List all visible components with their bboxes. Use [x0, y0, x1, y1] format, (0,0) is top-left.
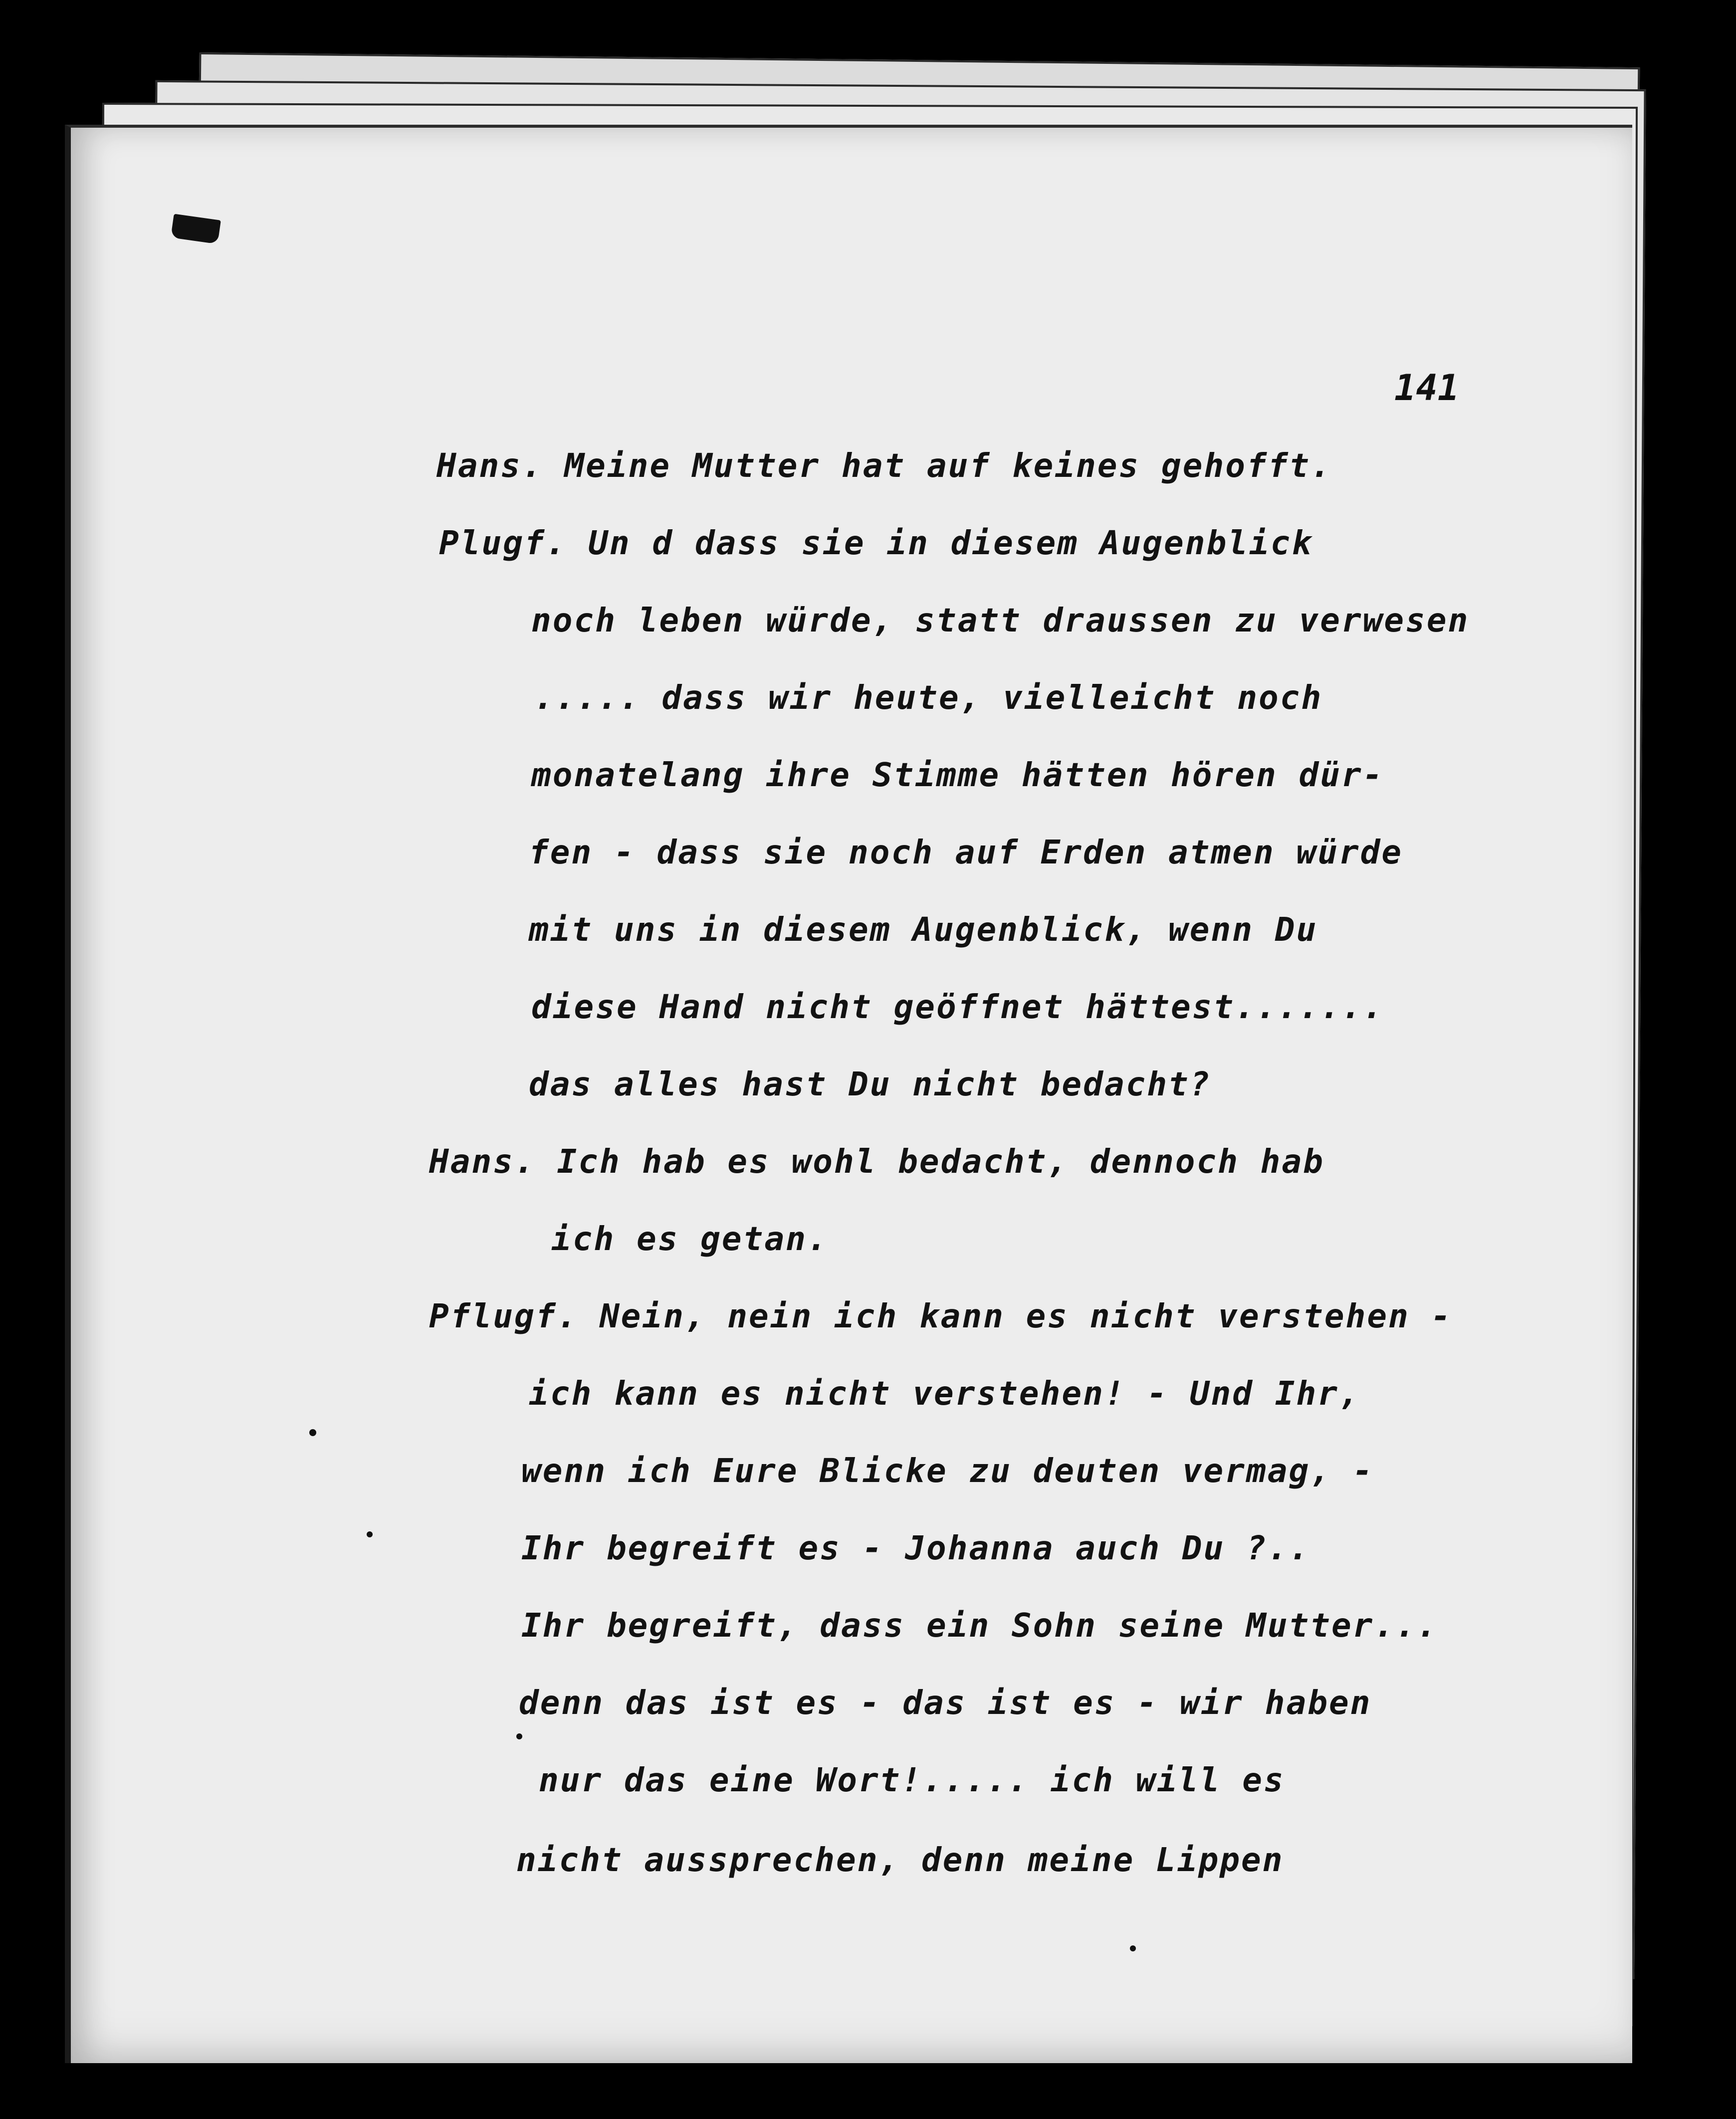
text-line: denn das ist es - das ist es - wir haben — [519, 1684, 1372, 1722]
text-line: Ihr begreift es - Johanna auch Du ?.. — [521, 1529, 1310, 1567]
text-line: noch leben würde, statt draussen zu verwesen — [531, 601, 1470, 639]
text-line: diese Hand nicht geöffnet hättest....... — [531, 988, 1384, 1026]
text-line: ich kann es nicht verstehen! - Und Ihr, — [529, 1374, 1360, 1413]
text-line: Ihr begreift, dass ein Sohn seine Mutter... — [521, 1606, 1438, 1645]
text-line: nicht aussprechen, denn meine Lippen — [516, 1841, 1284, 1879]
text-line: ..... dass wir heute, vielleicht noch — [534, 678, 1323, 717]
text-line: fen - dass sie noch auf Erden atmen würde — [529, 833, 1403, 871]
text-line: wenn ich Eure Blicke zu deuten vermag, - — [521, 1452, 1374, 1490]
text-line: mit uns in diesem Augenblick, wenn Du — [529, 910, 1318, 949]
text-line: Plugf. Un d dass sie in diesem Augenblick — [439, 524, 1313, 562]
text-line: ich es getan. — [551, 1220, 829, 1258]
text-line: monatelang ihre Stimme hätten hören dür- — [531, 756, 1384, 794]
text-line: Hans. Ich hab es wohl bedacht, dennoch hab — [429, 1142, 1324, 1181]
text-line: das alles hast Du nicht bedacht? — [529, 1065, 1211, 1103]
text-line: nur das eine Wort!..... ich will es — [539, 1761, 1285, 1799]
text-line: Pflugf. Nein, nein ich kann es nicht verstehen - — [429, 1297, 1453, 1335]
page-number: 141 — [1394, 367, 1460, 409]
text-line: Hans. Meine Mutter hat auf keines gehofft. — [436, 446, 1332, 485]
